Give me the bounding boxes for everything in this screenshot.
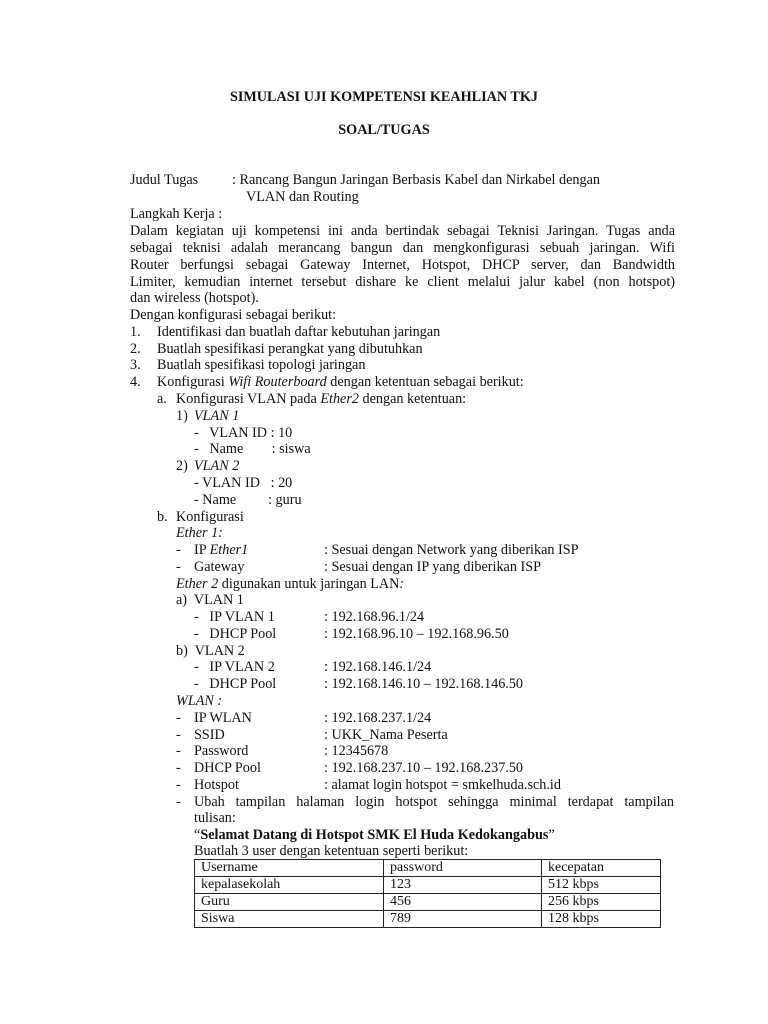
table-cell: kepalasekolah bbox=[195, 877, 384, 894]
intro-line: Limiter, kemudian internet tersebut dishare ke client melalui jalur kabel (non hotspot) bbox=[130, 274, 675, 290]
vlan2-id: - VLAN ID : 20 bbox=[194, 475, 293, 491]
ether2-heading: Ether 2 digunakan untuk jaringan LAN: bbox=[176, 576, 405, 592]
hotspot-value: : alamat login hotspot = smkelhuda.sch.id bbox=[324, 777, 561, 793]
intro-line: Dalam kegiatan uji kompetensi ini anda bertindak sebagai Teknisi Jaringan. Tugas anda bbox=[130, 223, 675, 239]
task-title-value-cont: VLAN dan Routing bbox=[246, 189, 359, 205]
vlan1-name: VLAN 1 bbox=[194, 408, 240, 424]
lan-vlan2-ip-label: - IP VLAN 2 bbox=[194, 659, 275, 675]
konfig-heading: Konfigurasi bbox=[176, 509, 244, 525]
login-page-instruction-cont: tulisan: bbox=[194, 810, 236, 826]
users-table bbox=[194, 859, 661, 928]
list-item: Buatlah spesifikasi topologi jaringan bbox=[157, 357, 366, 373]
ether1-ip-label: IP Ether1 bbox=[194, 542, 249, 558]
password-label: Password bbox=[194, 743, 249, 759]
table-header-cell: kecepatan bbox=[542, 860, 661, 877]
table-cell: 456 bbox=[384, 894, 542, 911]
lan-vlan1-dhcp-label: - DHCP Pool bbox=[194, 626, 277, 642]
table-cell: 128 kbps bbox=[542, 911, 661, 928]
list-number: 4. bbox=[130, 374, 141, 390]
task-title-value: : Rancang Bangun Jaringan Berbasis Kabel dan Nirkabel dengan bbox=[232, 172, 600, 188]
wlan-dhcp-label: DHCP Pool bbox=[194, 760, 261, 776]
ssid-value: : UKK_Nama Peserta bbox=[324, 727, 448, 743]
table-row bbox=[195, 877, 661, 894]
dash: - bbox=[176, 542, 181, 558]
table-header-cell: Username bbox=[195, 860, 384, 877]
ssid-label: SSID bbox=[194, 727, 225, 743]
wlan-ip-value: : 192.168.237.1/24 bbox=[324, 710, 432, 726]
lan-vlan2-dhcp-value: : 192.168.146.10 – 192.168.146.50 bbox=[324, 676, 524, 692]
intro-line: sebagai teknisi adalah merancang bangun dan mengkonfigurasi sebuah jaringan. Wifi bbox=[130, 240, 675, 256]
lan-vlan1-heading: a) VLAN 1 bbox=[176, 592, 244, 608]
wlan-ip-label: IP WLAN bbox=[194, 710, 252, 726]
gateway-label: Gateway bbox=[194, 559, 245, 575]
table-cell: 256 kbps bbox=[542, 894, 661, 911]
lan-vlan1-dhcp-value: : 192.168.96.10 – 192.168.96.50 bbox=[324, 626, 509, 642]
table-cell: 123 bbox=[384, 877, 542, 894]
dash: - bbox=[176, 794, 181, 810]
vlan1-name-value: - Name : siswa bbox=[194, 441, 311, 457]
users-intro: Buatlah 3 user dengan ketentuan seperti berikut: bbox=[194, 843, 469, 859]
lan-vlan2-ip-value: : 192.168.146.1/24 bbox=[324, 659, 432, 675]
table-row bbox=[195, 911, 661, 928]
sublist-label: b. bbox=[157, 509, 168, 525]
steps-label: Langkah Kerja : bbox=[130, 206, 223, 222]
login-page-instruction: Ubah tampilan halaman login hotspot sehingga minimal terdapat tampilan bbox=[194, 794, 674, 810]
lan-vlan1-ip-value: : 192.168.96.1/24 bbox=[324, 609, 425, 625]
table-cell: 789 bbox=[384, 911, 542, 928]
gateway-value: : Sesuai dengan IP yang diberikan ISP bbox=[324, 559, 541, 575]
table-header-row bbox=[195, 860, 661, 877]
intro-line: dan wireless (hotspot). bbox=[130, 290, 259, 306]
task-title-label: Judul Tugas bbox=[130, 172, 199, 188]
lan-vlan1-ip-label: - IP VLAN 1 bbox=[194, 609, 275, 625]
vlan2-number: 2) bbox=[176, 458, 188, 474]
table-cell: 512 kbps bbox=[542, 877, 661, 894]
table-row bbox=[195, 894, 661, 911]
dash: - bbox=[176, 710, 181, 726]
vlan2-name: VLAN 2 bbox=[194, 458, 240, 474]
vlan1-id: - VLAN ID : 10 bbox=[194, 425, 293, 441]
intro-line: Router berfungsi sebagai Gateway Internet, Hotspot, DHCP server, dan Bandwidth bbox=[130, 257, 675, 273]
sublist-label: a. bbox=[157, 391, 167, 407]
lan-vlan2-heading: b) VLAN 2 bbox=[176, 643, 245, 659]
config-intro: Dengan konfigurasi sebagai berikut: bbox=[130, 307, 337, 323]
document-title: SIMULASI UJI KOMPETENSI KEAHLIAN TKJ bbox=[230, 89, 538, 105]
list-number: 1. bbox=[130, 324, 141, 340]
wlan-dhcp-value: : 192.168.237.10 – 192.168.237.50 bbox=[324, 760, 524, 776]
table-cell: Siswa bbox=[195, 911, 384, 928]
list-number: 2. bbox=[130, 341, 141, 357]
wlan-heading: WLAN : bbox=[176, 693, 223, 709]
lan-vlan2-dhcp-label: - DHCP Pool bbox=[194, 676, 277, 692]
dash: - bbox=[176, 743, 181, 759]
dash: - bbox=[176, 777, 181, 793]
password-value: : 12345678 bbox=[324, 743, 389, 759]
welcome-text: “Selamat Datang di Hotspot SMK El Huda Kedokangabus” bbox=[194, 827, 555, 843]
vlan1-number: 1) bbox=[176, 408, 188, 424]
list-item: Konfigurasi Wifi Routerboard dengan ketentuan sebagai berikut: bbox=[157, 374, 524, 390]
dash: - bbox=[176, 727, 181, 743]
ether1-ip-value: : Sesuai dengan Network yang diberikan ISP bbox=[324, 542, 579, 558]
document-subtitle: SOAL/TUGAS bbox=[338, 122, 430, 138]
table-header-cell: password bbox=[384, 860, 542, 877]
hotspot-label: Hotspot bbox=[194, 777, 239, 793]
list-item: Buatlah spesifikasi perangkat yang dibutuhkan bbox=[157, 341, 423, 357]
list-item: Identifikasi dan buatlah daftar kebutuhan jaringan bbox=[157, 324, 441, 340]
vlan2-name-value: - Name : guru bbox=[194, 492, 302, 508]
table-cell: Guru bbox=[195, 894, 384, 911]
dash: - bbox=[176, 760, 181, 776]
ether1-heading: Ether 1: bbox=[176, 525, 223, 541]
dash: - bbox=[176, 559, 181, 575]
list-number: 3. bbox=[130, 357, 141, 373]
vlan-config-heading: Konfigurasi VLAN pada Ether2 dengan ketentuan: bbox=[176, 391, 467, 407]
